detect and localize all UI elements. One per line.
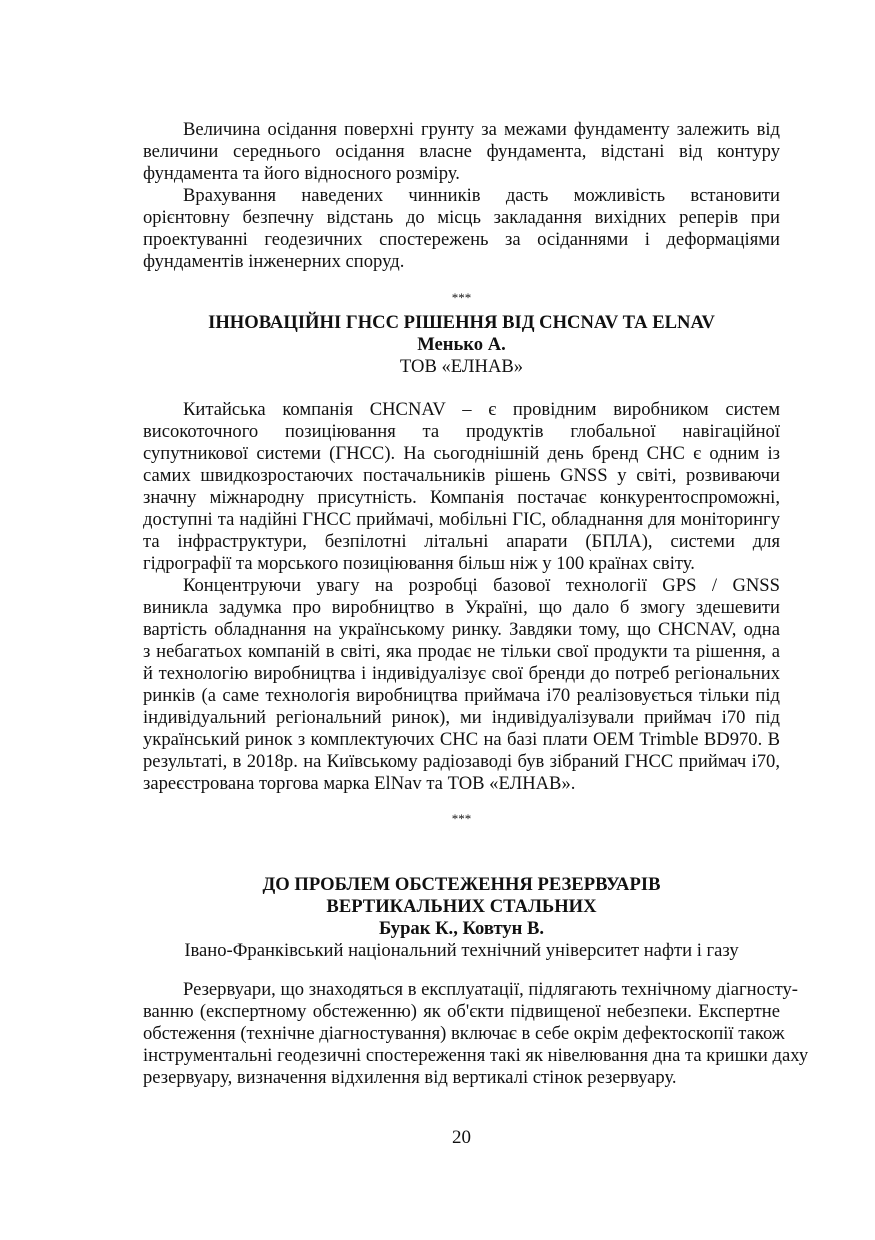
text-line: резервуару, визначення відхилення від вертикалі стінок резервуару. bbox=[143, 1067, 677, 1088]
article1-paragraph-1 bbox=[143, 399, 780, 575]
text-line: Резервуари, що знаходяться в експлуатації, підлягають технічному діагносту- bbox=[183, 979, 798, 1000]
article-title: ІННОВАЦІЙНІ ГНСС РІШЕННЯ ВІД CHCNAV ТА ELNAV bbox=[208, 312, 715, 333]
text-line: фундаментів інженерних споруд. bbox=[143, 251, 405, 272]
text-line: значну міжнародну присутність. Компанія постачає конкурентоспроможні, bbox=[143, 487, 780, 508]
text-line: ванню (експертному обстеженню) як об'єкти підвищеної небезпеки. Експертне bbox=[143, 1001, 780, 1022]
article-organization: ТОВ «ЕЛНАВ» bbox=[399, 356, 524, 377]
text-line: український ринок з комплектуючих CHC на базі плати OEM Trimble BD970. В bbox=[143, 729, 780, 750]
article2-paragraph-1 bbox=[143, 979, 809, 1089]
text-line: інструментальні геодезичні спостереження такі як нівелювання дна та кришки даху bbox=[143, 1045, 809, 1066]
text-line: й технологію виробництва і індивідуалізує свої бренди до потреб регіональних bbox=[143, 663, 780, 684]
article-title-line-1: ДО ПРОБЛЕМ ОБСТЕЖЕННЯ РЕЗЕРВУАРІВ bbox=[262, 874, 661, 895]
text-line: гідрографії та морського позиціювання більш ніж у 100 країнах світу. bbox=[143, 553, 695, 574]
text-line: обстеження (технічне діагностування) включає в себе окрім дефектоскопії також bbox=[143, 1023, 785, 1044]
intro-paragraph-1 bbox=[143, 119, 780, 185]
article-authors: Бурак К., Ковтун В. bbox=[378, 918, 545, 939]
text-line: індивідуальний регіональний ринок), ми індивідуалізували приймач і70 під bbox=[143, 707, 780, 728]
text-line: доступні та надійні ГНСС приймачі, мобільні ГІС, обладнання для моніторингу bbox=[143, 509, 780, 530]
separator bbox=[143, 287, 780, 309]
article2-header bbox=[143, 874, 780, 962]
text-line: ринків (а саме технологія виробництва приймача і70 реалізовується тільки під bbox=[143, 685, 780, 706]
text-line: з небагатьох компаній в світі, яка продає не тільки свої продукти та рішення, а bbox=[143, 641, 780, 662]
page-footer bbox=[143, 1127, 780, 1149]
text-line: та інфраструктури, безпілотні літальні апарати (БПЛА), системи для bbox=[143, 531, 780, 552]
text-line: Китайська компанія CHCNAV – є провідним виробником систем bbox=[183, 399, 780, 420]
page-number: 20 bbox=[452, 1127, 471, 1148]
text-line: зареєстрована торгова марка ElNav та ТОВ «ЕЛНАВ». bbox=[143, 773, 576, 794]
article1-header bbox=[143, 312, 780, 378]
text-line: супутникової системи (ГНСС). На сьогоднішній день бренд CHC є одним із bbox=[143, 443, 780, 464]
article-organization: Івано-Франківський національний технічний університет нафти і газу bbox=[184, 940, 739, 961]
separator-stars: *** bbox=[451, 811, 472, 826]
text-line: Концентруючи увагу на розробці базової технології GPS / GNSS bbox=[183, 575, 780, 596]
text-line: вартість обладнання на українському ринку. Завдяки тому, що CHCNAV, одна bbox=[143, 619, 780, 640]
separator-stars: *** bbox=[451, 290, 472, 305]
article1-paragraph-2 bbox=[143, 575, 780, 795]
text-line: результаті, в 2018р. на Київському радіозаводі був зібраний ГНСС приймач і70, bbox=[143, 751, 780, 772]
intro-paragraph-2 bbox=[143, 185, 780, 273]
text-line: проектуванні геодезичних спостережень за осіданнями і деформаціями bbox=[143, 229, 780, 250]
text-line: Врахування наведених чинників дасть можливість встановити bbox=[183, 185, 780, 206]
text-line: величини середнього осідання власне фундамента, відстані від контуру bbox=[143, 141, 780, 162]
text-line: Величина осідання поверхні грунту за межами фундаменту залежить від bbox=[183, 119, 780, 140]
text-line: самих швидкозростаючих постачальників рішень GNSS у світі, розвиваючи bbox=[143, 465, 780, 486]
text-line: орієнтовну безпечну відстань до місць закладання вихідних реперів при bbox=[143, 207, 780, 228]
text-line: фундамента та його відносного розміру. bbox=[143, 163, 460, 184]
separator bbox=[143, 808, 780, 830]
article-authors: Менько А. bbox=[417, 334, 506, 355]
article-title-line-2: ВЕРТИКАЛЬНИХ СТАЛЬНИХ bbox=[326, 896, 597, 917]
text-line: високоточного позиціювання та продуктів глобальної навігаційної bbox=[143, 421, 780, 442]
text-line: виникла задумка про виробництво в Україні, що дало б змогу здешевити bbox=[143, 597, 780, 618]
